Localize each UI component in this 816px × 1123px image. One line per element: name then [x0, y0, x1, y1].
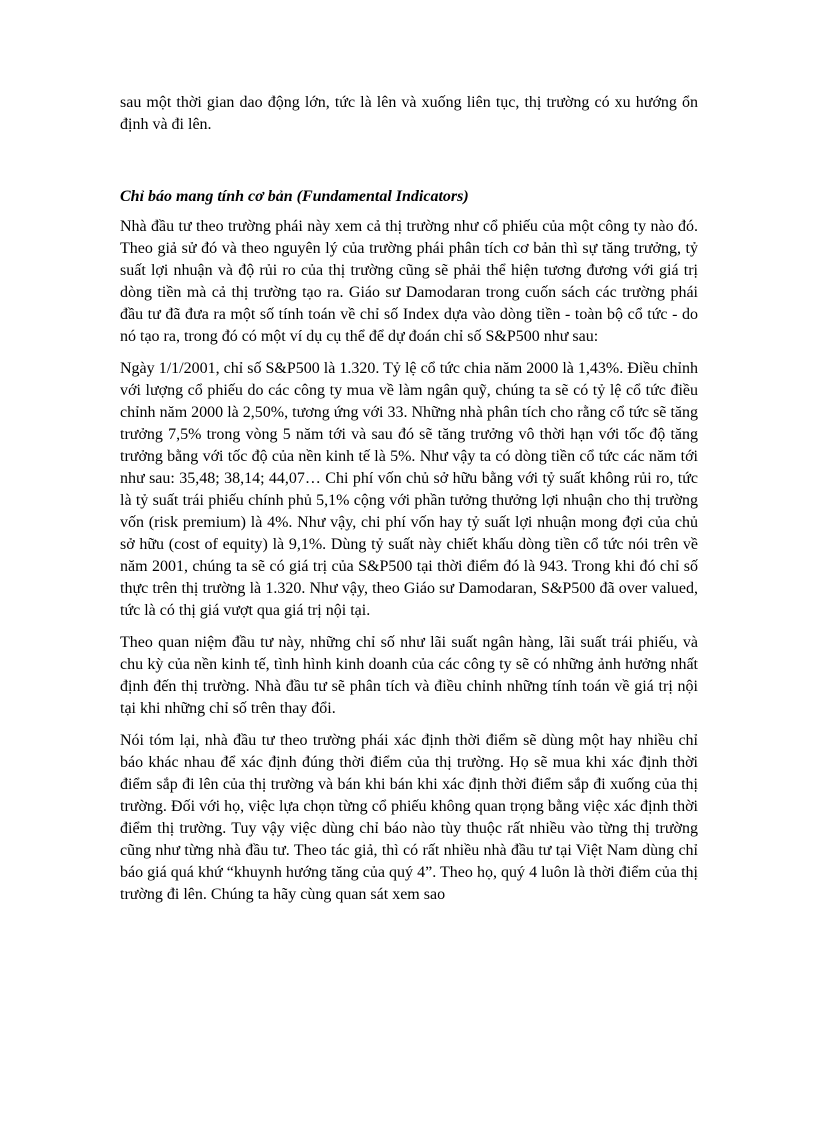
- body-paragraph-2: Ngày 1/1/2001, chỉ số S&P500 là 1.320. Tỷ lệ cổ tức chia năm 2000 là 1,43%. Điều chỉnh với lượng cổ phiếu do các công ty mua về làm ngân quỹ, chúng ta sẽ có tỷ lệ cổ tức điều chỉnh năm 2000 là 2,50%, tương ứng với 33. Những nhà phân tích cho rằng cổ tức sẽ tăng trưởng 7,5% trong vòng 5 năm tới và sau đó sẽ tăng trưởng vô thời hạn với tốc độ tăng trưởng bằng với tốc độ của nền kinh tế là 5%. Như vậy ta có dòng tiền cổ tức các năm tới như sau: 35,48; 38,14; 44,07… Chi phí vốn chủ sở hữu bằng với tỷ suất không rủi ro, tức là tỷ suất trái phiếu chính phủ 5,1% cộng với phần tưởng thưởng lợi nhuận cho thị trường vốn (risk premium) là 4%. Như vậy, chi phí vốn hay tỷ suất lợi nhuận mong đợi của chủ sở hữu (cost of equity) là 9,1%. Dùng tỷ suất này chiết khấu dòng tiền cổ tức nói trên về năm 2001, chúng ta sẽ có giá trị của S&P500 tại thời điểm đó là 943. Trong khi đó chỉ số thực trên thị trường là 1.320. Như vậy, theo Giáo sư Damodaran, S&P500 đã over valued, tức là có thị giá vượt qua giá trị nội tại.: [120, 360, 698, 619]
- body-paragraph-4: Nói tóm lại, nhà đầu tư theo trường phái xác định thời điểm sẽ dùng một hay nhiều chỉ báo khác nhau để xác định đúng thời điểm của thị trường. Họ sẽ mua khi xác định thời điểm sắp đi lên của thị trường và bán khi bán khi xác định thời điểm sắp đi xuống của thị trường. Đối với họ, việc lựa chọn từng cổ phiếu không quan trọng bằng việc xác định thời điểm thị trường. Tuy vậy việc dùng chỉ báo nào tùy thuộc rất nhiều vào từng thị trường cũng như từng nhà đầu tư. Theo tác giả, thì có rất nhiều nhà đầu tư tại Việt Nam dùng chỉ báo giá quá khứ “khuynh hướng tăng của quý 4”. Theo họ, quý 4 luôn là thời điểm của thị trường đi lên. Chúng ta hãy cùng quan sát xem sao: [120, 732, 698, 903]
- body-paragraph-1: Nhà đầu tư theo trường phái này xem cả thị trường như cổ phiếu của một công ty nào đó. Theo giả sử đó và theo nguyên lý của trường phái phân tích cơ bản thì sự tăng trưởng, tỷ suất lợi nhuận và độ rủi ro của thị trường cũng sẽ phải thể hiện tương đương với giá trị dòng tiền mà cả thị trường tạo ra. Giáo sư Damodaran trong cuốn sách các trường phái đầu tư đã đưa ra một số tính toán về chỉ số Index dựa vào dòng tiền - toàn bộ cổ tức - do nó tạo ra, trong đó có một ví dụ cụ thể để dự đoán chỉ số S&P500 như sau:: [120, 218, 698, 345]
- body-paragraph-3: Theo quan niệm đầu tư này, những chỉ số như lãi suất ngân hàng, lãi suất trái phiếu, và chu kỳ của nền kinh tế, tình hình kinh doanh của các công ty sẽ có những ảnh hưởng nhất định đến thị trường. Nhà đầu tư sẽ phân tích và điều chỉnh những tính toán về giá trị nội tại khi những chỉ số trên thay đổi.: [120, 634, 698, 717]
- intro-paragraph: sau một thời gian dao động lớn, tức là lên và xuống liên tục, thị trường có xu hướng ổn định và đi lên.: [120, 94, 698, 133]
- document-page: [120, 92, 698, 916]
- section-heading: Chỉ báo mang tính cơ bản (Fundamental Indicators): [120, 188, 469, 205]
